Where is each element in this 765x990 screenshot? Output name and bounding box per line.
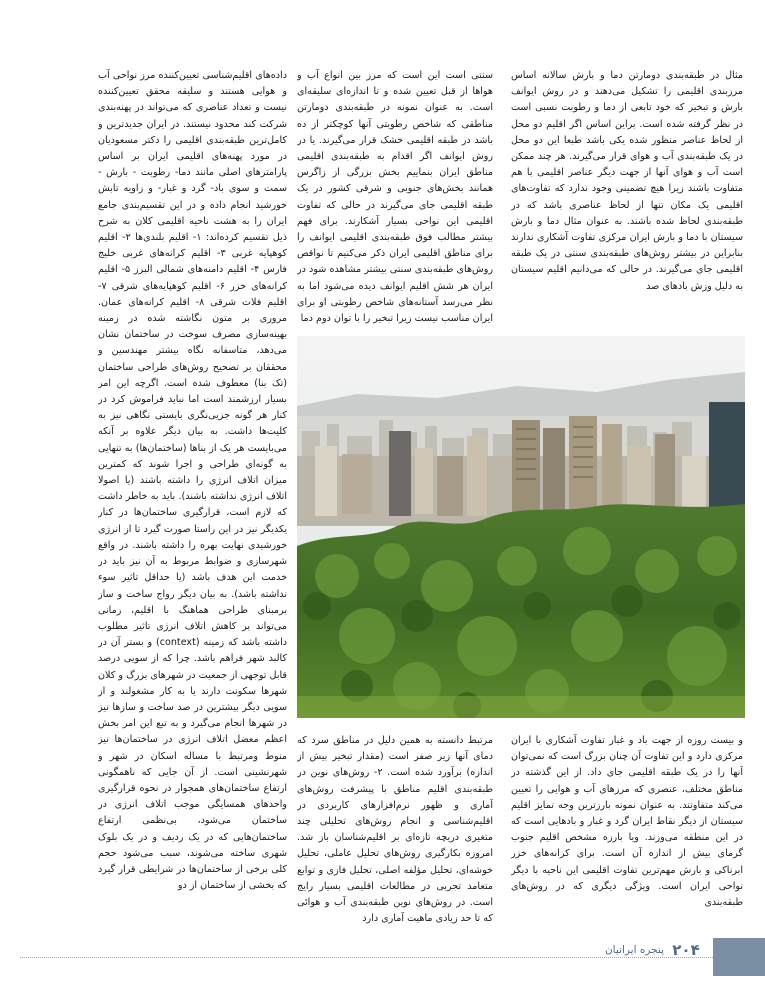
- page-number: ۲۰۴: [672, 941, 700, 959]
- magazine-name: پنجره ایرانیان: [604, 944, 664, 956]
- article-paragraph: مثال در طبقه‌بندی دومارتن دما و بارش سالانه اساس مرزبندی اقلیمی را تشکیل می‌دهند و در روش ایوانف بارش و تبخیر که خود تابعی از دما و رطوبت نسبی است در نظر گرفته شده است. براین اساس اگر اقلیم دو محل از لحاظ عناصر منظور شده یکی باشد طبعا این دو محل در یک طبقه‌بندی آب و هوای قرار می‌گیرند. هر چند ممکن است آب و هوای آنها از جهت دیگر عناصر اقلیمی با هم متفاوت باشند زیرا هیچ تضمینی وجود ندارد که تفاوت‌های اقلیمی یک مکان تنها از لحاظ عناصری باشد که در طبقه‌بندی لحاظ شده باشند. به عنوان مثال دما و بارش سیستان با دما و بارش ایران مرکزی تفاوت آشکاری ندارند بنابراین در بیشتر روش‌های طبقه‌بندی سنتی در یک طبقه اقلیمی جای می‌گیرند. در حالی که می‌دانیم اقلیم سیستان به دلیل وزش بادهای صد: [511, 70, 743, 292]
- article-column-right-top: [511, 68, 743, 332]
- page-tab-marker: [713, 938, 765, 976]
- article-column-left: [98, 68, 287, 934]
- article-paragraph: و بیست روزه از جهت باد و غبار تفاوت آشکاری با ایران مرکزی دارد و این تفاوت آن چنان بزرگ است که نمی‌توان آنها را در یک طبقه اقلیمی جای داد. از این گذشته در مناطق مختلف، عنصری که مرزهای آب و هوایی را تعیین می‌کند متفاوتند. به عنوان نمونه بارزترین وجه تمایز اقلیم سیستان از دیگر نقاط ایران گرد و غبار و بادهایی است که در این منطقه می‌وزند. ویا بارزه مشخص اقلیم جنوب گرمای بیش از اندازه آن است. برای کرانه‌های خزر ابرناکی و بارش مهم‌ترین تفاوت اقلیمی این ناحیه با دیگر نواحی ایران است. ویژگی دیگری که در روش‌های طبقه‌بندی: [511, 735, 743, 909]
- footer-divider: [20, 957, 745, 958]
- article-column-middle-top: [297, 68, 493, 332]
- article-paragraph: داده‌های اقلیم‌شناسی تعیین‌کننده مرز نواحی آب و هوایی هستند و سلیقه محقق تعیین‌کننده نیست و تعداد عناصری که می‌تواند در پهنه‌بندی شرکت کند محدود نیستند. در ایران جدیدترین و کامل‌ترین طبقه‌بندی اقلیمی را دکتر مسعودیان در مورد پهنه‌های اقلیمی ایران بر اساس پارامترهای اصلی مانند دما- رطوبت - بارش - سمت و سوی باد- گرد و غبار- و زاویه تابش خورشید انجام داده و در این تقسیم‌بندی جامع ایران را به هشت ناحیه اقلیمی کلان به شرح ذیل تقسیم کرده‌اند: ۱- اقلیم بلندی‌ها ۲- اقلیم کوهپایه غربی ۳- اقلیم کرانه‌های غربی خلیج فارس ۴- اقلیم دامنه‌های شمالی البرز ۵- اقلیم کرانه‌های خزر ۶- اقلیم کوهپایه‌های شرقی ۷- اقلیم فلات شرقی ۸- اقلیم کرانه‌های عمان. مروری بر متون نگاشته شده در زمینه بهینه‌سازی مصرف سوخت در ساختمان نشان می‌دهد، متاسفانه نگاه بیشتر مهندسین و محققان بر تصحیح روش‌های طراحی ساختمان (تک بنا) معطوف شده است. اگرچه این امر بسیار ارزشمند است اما نباید فراموش کرد در کنار هر گونه جزیی‌نگری بایستی نگاهی نیز به کلیت‌ها داشت. به بیان دیگر علاوه بر آنکه می‌بایست هر یک از بناها (ساختمان‌ها) به تنهایی به گونه‌ای طراحی و اجرا شوند که کمترین میزان اتلاف انرژی را داشته باشند (یا اصولا اتلاف انرژی نداشته باشند). باید به خاطر داشت که لازم است، قرارگیری ساختمان‌ها در کنار یکدیگر نیز در این راستا صورت گیرد تا از انرژی خورشیدی نهایت بهره را داشته باشند. در واقع شهرسازی و ضوابط مربوط به آن نیز باید در خدمت این هدف باشد (یا حداقل تاثیر سوء نداشته باشد). به بیان دیگر رواج ساخت و ساز برمبنای طراحی هماهنگ با اقلیم، زمانی می‌تواند بر کاهش اتلاف انرژی تاثیر مطلوب داشته باشد که زمینه (context) و بستر آن در کالبد شهر فراهم باشد. چرا که از سویی درصد قابل توجهی از جمعیت در شهرهای بزرگ و کلان شهرها سکونت دارند یا به کار مشغولند و از سویی دیگر بیشترین در صد ساخت و سازها نیز در شهرها انجام می‌گیرد و به تبع این امر بخش اعظم معضل اتلاف انرژی در ساختمان‌ها نیز منوط ومرتبط با مساله اسکان در شهر و شهرنشینی است. از آن جایی که ناهمگونی ارتفاع ساختمان‌های همجوار در نحوه قرارگیری واحدهای همسایگی موجب اتلاف انرژی در ساختمان می‌شود، بی‌نظمی ارتفاع ساختمان‌هایی که در یک ردیف و در یک بلوک شهری ساخته می‌شوند، سبب می‌شود حجم کلی برخی از ساختمان‌ها در شرایطی قرار گیرد که بخشی از ساختمان از دو: [98, 70, 287, 892]
- article-paragraph: سنتی است این است که مرز بین انواع آب و هواها از قبل تعیین شده و تا اندازه‌ای سلیقه‌ای است. به عنوان نمونه در طبقه‌بندی دومارتن مناطقی که شاخص رطوبتی آنها کوچکتر از ده باشد در طبقه اقلیمی خشک قرار می‌گیرند. یا در روش ایوانف اگر اقدام به طبقه‌بندی اقلیمی مناطق ایران بنماییم بخش بزرگی از زاگرس همانند بخش‌های جنوبی و شرقی کشور در یک طبقه اقلیمی جای می‌گیرند در حالی که تفاوت اقلیمی این نواحی بسیار آشکارند. برای فهم بیشتر مطالب فوق طبقه‌بندی اقلیمی ایوانف را برای مناطق اقلیمی ایران ذکر می‌کنیم تا نواقص روش‌های طبقه‌بندی سنتی بیشتر مشاهده شود در ایران هر شش اقلیم ایوانف دیده می‌شود اما به نظر می‌رسد آستانه‌های شاخص رطوبتی او برای ایران مناسب نیست زیرا تبخیر را با توان دوم دما: [297, 70, 493, 325]
- article-column-middle-bottom: [297, 733, 493, 933]
- article-paragraph: مرتبط دانسته به همین دلیل در مناطق سرد که دمای آنها زیر صفر است (مقدار تبخیر بیش از اندازه) برآورد شده است. ۲- روش‌های نوین در طبقه‌بندی اقلیم مناطق با پیشرفت روش‌های آماری و ظهور نرم‌افزارهای کاربردی در اقلیم‌شناسی و انجام روش‌های تحلیلی چند متغیری دریچه تازه‌ای بر اقلیم‌شناسان باز شد. امروزه بکارگیری روش‌های تحلیل عاملی، تحلیل خوشه‌ای، تحلیل مؤلفه اصلی، تحلیل فازی و توابع متعامد تجربی در مطالعات اقلیمی بسیار رایج است. در روش‌های نوین طبقه‌بندی آب و هوائی که تا حد زیادی ماهیت آماری دارد: [297, 735, 493, 925]
- article-column-right-bottom: [511, 733, 743, 933]
- city-photo: [297, 336, 745, 718]
